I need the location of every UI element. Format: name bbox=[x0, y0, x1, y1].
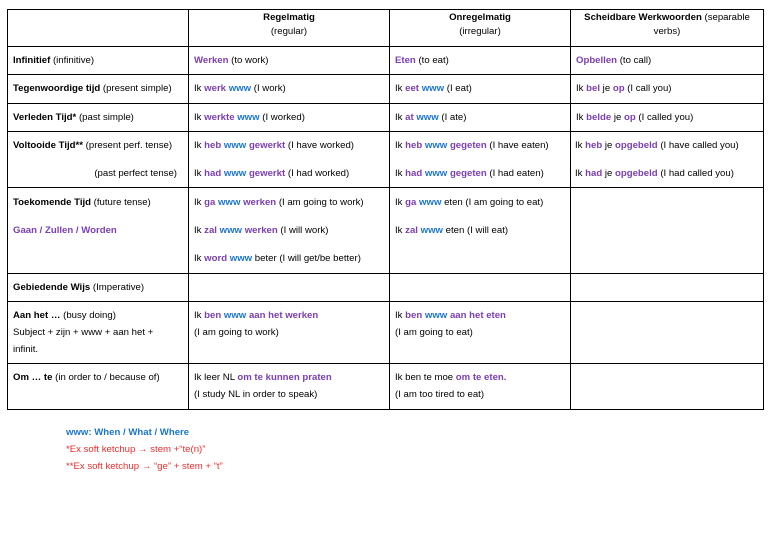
www: www bbox=[228, 83, 252, 94]
verb: bel bbox=[586, 83, 601, 94]
participle: gewerkt bbox=[248, 140, 286, 151]
label-en: (future tense) bbox=[91, 197, 151, 208]
grammar-table bbox=[7, 9, 764, 410]
header-row bbox=[8, 10, 764, 47]
header-separable bbox=[571, 10, 764, 47]
verb: word bbox=[204, 253, 228, 264]
verb: eet bbox=[405, 83, 420, 94]
label-text: Om … te bbox=[13, 372, 53, 383]
translation: (to eat) bbox=[415, 54, 449, 66]
cell-perfect-regular bbox=[189, 132, 390, 188]
header-irregular-title: Onregelmatig bbox=[449, 12, 511, 23]
www: www bbox=[218, 197, 241, 208]
label-infinitive bbox=[8, 47, 189, 75]
subject: Ik bbox=[395, 168, 406, 179]
cell-future-irregular bbox=[390, 188, 571, 274]
translation: eten (I will eat) bbox=[443, 225, 509, 236]
label-text: Aan het … bbox=[13, 310, 61, 321]
subject: Ik bbox=[194, 168, 205, 179]
translation: (I called you) bbox=[635, 111, 694, 123]
subject: Ik bbox=[194, 140, 205, 151]
cell-past-irregular bbox=[390, 104, 571, 132]
label-future bbox=[8, 188, 189, 274]
translation: (I work) bbox=[251, 83, 286, 94]
line-zullen bbox=[395, 224, 565, 238]
note-www: www: When / What / Where bbox=[66, 427, 190, 438]
translation: (I have eaten) bbox=[486, 140, 549, 151]
translation: (I had eaten) bbox=[486, 168, 544, 179]
verb: ga bbox=[204, 197, 216, 208]
www: www bbox=[421, 83, 445, 94]
cell-imperative-irregular bbox=[390, 274, 571, 302]
om-te: om te kunnen praten bbox=[237, 372, 332, 383]
label-en: (infinitive) bbox=[50, 54, 95, 66]
label-en: (present perf. tense) bbox=[83, 140, 173, 151]
translation: (I study NL in order to speak) bbox=[194, 389, 318, 400]
translation: (I call you) bbox=[624, 83, 672, 94]
translation: (I had called you) bbox=[657, 168, 734, 179]
subject: Ik bbox=[395, 310, 406, 321]
translation: (I am going to work) bbox=[194, 327, 279, 338]
label-imperative bbox=[8, 274, 189, 302]
verb: had bbox=[405, 168, 423, 179]
www: www bbox=[424, 168, 448, 179]
www: www bbox=[223, 140, 247, 151]
www: www bbox=[419, 197, 442, 208]
header-irregular-sub: (irregular) bbox=[459, 26, 501, 37]
cell-future-separable bbox=[571, 188, 764, 274]
verb: ga bbox=[405, 197, 417, 208]
subject: Ik bbox=[194, 310, 205, 321]
cell-perfect-separable bbox=[571, 132, 764, 188]
translation: (I ate) bbox=[438, 111, 467, 123]
verb: ben bbox=[204, 310, 222, 321]
subject: Ik bbox=[395, 140, 406, 151]
verb: zal bbox=[204, 225, 217, 236]
object: je bbox=[602, 168, 616, 179]
header-separable-text bbox=[584, 12, 750, 37]
subject: Ik bbox=[395, 83, 406, 94]
infinitive: werken bbox=[244, 225, 278, 236]
row-inorder bbox=[8, 364, 764, 410]
verb: heb bbox=[585, 140, 603, 151]
verb: zal bbox=[405, 225, 418, 236]
label-text: Verleden Tijd* bbox=[13, 111, 77, 123]
row-present bbox=[8, 75, 764, 104]
header-separable-suffix: (separable verbs) bbox=[653, 12, 750, 37]
cell-infinitive-irregular bbox=[390, 47, 571, 75]
cell-inorder-regular bbox=[189, 364, 390, 410]
row-perfect bbox=[8, 132, 764, 188]
verb: had bbox=[585, 168, 603, 179]
infinitive: werken bbox=[243, 197, 277, 208]
cell-perfect-irregular bbox=[390, 132, 571, 188]
header-irregular bbox=[390, 10, 571, 47]
verb: Werken bbox=[194, 54, 229, 66]
verb: belde bbox=[586, 111, 612, 123]
line-example bbox=[194, 309, 384, 323]
translation: (I have called you) bbox=[657, 140, 739, 151]
line-zullen bbox=[194, 224, 384, 238]
translation: (I have worked) bbox=[285, 140, 354, 151]
participle: opgebeld bbox=[615, 140, 658, 151]
cell-past-separable bbox=[571, 104, 764, 132]
header-regular-sub: (regular) bbox=[270, 26, 308, 37]
translation: (I worked) bbox=[259, 111, 305, 123]
subject: Ik bbox=[395, 197, 406, 208]
label-busy bbox=[8, 302, 189, 364]
note-perfect: **Ex soft ketchup → “ge” + stem + “t” bbox=[66, 461, 223, 472]
subject: Ik bbox=[194, 83, 205, 94]
www: www bbox=[237, 111, 260, 123]
object: je bbox=[602, 140, 616, 151]
www: www bbox=[223, 168, 247, 179]
label-busy-line1 bbox=[13, 309, 183, 323]
aan-het: aan het werken bbox=[248, 310, 319, 321]
header-regular-title: Regelmatig bbox=[263, 12, 315, 23]
subject: Ik bbox=[395, 111, 406, 123]
line-past-perfect bbox=[575, 167, 761, 181]
label-perfect-line1 bbox=[13, 139, 183, 153]
subject: Ik bbox=[194, 197, 205, 208]
header-separable-title: Scheidbare Werkwoorden bbox=[584, 12, 702, 23]
cell-present-regular bbox=[189, 75, 390, 104]
header-regular bbox=[189, 10, 390, 47]
line-past-perfect bbox=[395, 167, 565, 181]
subject: Ik bbox=[576, 83, 587, 94]
verb: Opbellen bbox=[576, 54, 618, 66]
line-past-perfect bbox=[194, 167, 384, 181]
participle: opgebeld bbox=[615, 168, 658, 179]
translation: (to work) bbox=[228, 54, 269, 66]
line-example bbox=[194, 371, 384, 385]
label-text: Voltooide Tijd** bbox=[13, 140, 83, 151]
label-past bbox=[8, 104, 189, 132]
translation: (I eat) bbox=[444, 83, 472, 94]
particle: op bbox=[612, 83, 625, 94]
www: www bbox=[229, 253, 253, 264]
label-busy-line3: infinit. bbox=[13, 344, 39, 355]
header-empty bbox=[8, 10, 189, 47]
label-en: (in order to / because of) bbox=[52, 372, 160, 383]
verb: had bbox=[204, 168, 222, 179]
translation: (I had worked) bbox=[285, 168, 350, 179]
cell-present-irregular bbox=[390, 75, 571, 104]
line-worden bbox=[194, 252, 384, 266]
verb: werk bbox=[204, 83, 227, 94]
line-example bbox=[395, 371, 565, 385]
subject: Ik bbox=[576, 111, 587, 123]
clause: Ik ben te moe bbox=[395, 372, 456, 383]
label-text: Infinitief bbox=[13, 54, 51, 66]
particle: op bbox=[624, 111, 636, 123]
cell-inorder-separable bbox=[571, 364, 764, 410]
label-en: (present simple) bbox=[100, 83, 172, 94]
www: www bbox=[424, 310, 448, 321]
object: je bbox=[600, 83, 613, 94]
subject: Ik bbox=[194, 253, 205, 264]
verb: heb bbox=[405, 140, 423, 151]
translation: (I am going to eat) bbox=[395, 327, 473, 338]
line-present-perfect bbox=[194, 139, 384, 153]
label-text: Gebiedende Wijs bbox=[13, 281, 91, 293]
line-present-perfect bbox=[575, 139, 761, 153]
row-infinitive bbox=[8, 47, 764, 75]
cell-busy-separable bbox=[571, 302, 764, 364]
label-present bbox=[8, 75, 189, 104]
line-gaan bbox=[194, 196, 384, 210]
subject: Ik bbox=[575, 140, 586, 151]
participle: gegeten bbox=[449, 140, 487, 151]
row-imperative bbox=[8, 274, 764, 302]
footnotes bbox=[66, 424, 223, 475]
verb: Eten bbox=[395, 54, 416, 66]
label-en: (busy doing) bbox=[60, 310, 116, 321]
subject: Ik bbox=[395, 225, 406, 236]
translation: (to call) bbox=[617, 54, 652, 66]
label-perfect bbox=[8, 132, 189, 188]
label-future-line1 bbox=[13, 196, 183, 210]
subject: Ik bbox=[194, 111, 205, 123]
cell-past-regular bbox=[189, 104, 390, 132]
line-present-perfect bbox=[395, 139, 565, 153]
verb: ben bbox=[405, 310, 423, 321]
line-gaan bbox=[395, 196, 565, 210]
www: www bbox=[223, 310, 247, 321]
verb: werkte bbox=[204, 111, 235, 123]
cell-busy-regular bbox=[189, 302, 390, 364]
clause: Ik leer NL bbox=[194, 372, 238, 383]
subject: Ik bbox=[575, 168, 586, 179]
verb: heb bbox=[204, 140, 222, 151]
cell-busy-irregular bbox=[390, 302, 571, 364]
label-inorder bbox=[8, 364, 189, 410]
cell-infinitive-regular bbox=[189, 47, 390, 75]
om-te: om te eten. bbox=[455, 372, 507, 383]
cell-infinitive-separable bbox=[571, 47, 764, 75]
subject: Ik bbox=[194, 225, 205, 236]
www: www bbox=[219, 225, 243, 236]
label-text: Toekomende Tijd bbox=[13, 197, 92, 208]
www: www bbox=[420, 225, 444, 236]
label-text: Tegenwoordige tijd bbox=[13, 83, 101, 94]
aan-het: aan het eten bbox=[449, 310, 506, 321]
translation: (I am too tired to eat) bbox=[395, 389, 485, 400]
translation: eten (I am going to eat) bbox=[441, 197, 544, 208]
translation: (I will work) bbox=[277, 225, 329, 236]
www: www bbox=[416, 111, 439, 123]
cell-future-regular bbox=[189, 188, 390, 274]
www: www bbox=[424, 140, 448, 151]
label-en: (Imperative) bbox=[90, 281, 145, 293]
label-perfect-line2: (past perfect tense) bbox=[94, 168, 177, 179]
row-busy bbox=[8, 302, 764, 364]
cell-imperative-regular bbox=[189, 274, 390, 302]
translation: (I am going to work) bbox=[276, 197, 364, 208]
participle: gewerkt bbox=[248, 168, 286, 179]
cell-imperative-separable bbox=[571, 274, 764, 302]
note-past: *Ex soft ketchup → stem +“te(n)” bbox=[66, 444, 206, 455]
object: je bbox=[611, 111, 625, 123]
participle: gegeten bbox=[449, 168, 487, 179]
line-example bbox=[395, 309, 565, 323]
cell-inorder-irregular bbox=[390, 364, 571, 410]
label-future-line2: Gaan / Zullen / Worden bbox=[13, 225, 117, 236]
translation: beter (I will get/be better) bbox=[252, 253, 361, 264]
verb: at bbox=[405, 111, 414, 123]
cell-present-separable bbox=[571, 75, 764, 104]
label-en: (past simple) bbox=[76, 111, 134, 123]
row-future bbox=[8, 188, 764, 274]
row-past bbox=[8, 104, 764, 132]
label-busy-line2: Subject + zijn + www + aan het + bbox=[13, 327, 154, 338]
